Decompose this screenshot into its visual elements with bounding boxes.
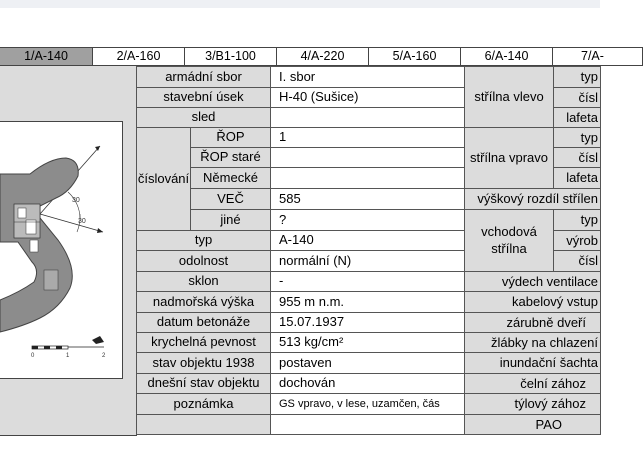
- label-jine: jiné: [190, 209, 271, 231]
- angle-label-2: 30: [78, 218, 86, 225]
- label-strilna-vpravo: střílna vpravo: [464, 127, 554, 189]
- plan-panel: [0, 66, 137, 436]
- value-dnesni-stav: dochován: [270, 373, 465, 394]
- label-poznamka: poznámka: [136, 393, 271, 415]
- top-bar: [0, 0, 600, 8]
- label-rop-stare: ŘOP staré: [190, 147, 271, 168]
- label-nadmorska-vyska: nadmořská výška: [136, 291, 271, 313]
- value-sled: [270, 107, 465, 128]
- label-celni-zahoz: čelní zához: [464, 373, 601, 394]
- label-rop: ŘOP: [190, 127, 271, 148]
- tab-4-a-220[interactable]: 4/A-220: [276, 47, 369, 66]
- tab-5-a-160[interactable]: 5/A-160: [368, 47, 461, 66]
- label-inundacni-sachta: inundační šachta: [464, 352, 601, 374]
- label-odolnost: odolnost: [136, 250, 271, 272]
- label-vydech-ventilace: výdech ventilace: [464, 271, 601, 292]
- door-sub-cislo: čísl: [553, 250, 601, 272]
- label-tylovy-zahoz: týlový zához: [464, 393, 601, 415]
- right-sub-lafeta: lafeta: [553, 167, 601, 189]
- label-sklon: sklon: [136, 271, 271, 292]
- label-stav-1938: stav objektu 1938: [136, 352, 271, 374]
- value-datum-betonaze: 15.07.1937: [270, 312, 465, 333]
- value-odolnost: normální (N): [270, 250, 465, 272]
- svg-text:2: 2: [102, 353, 106, 359]
- left-sub-typ: typ: [553, 66, 601, 88]
- value-armadni-sbor: I. sbor: [270, 66, 465, 88]
- label-vyskovy-rozdil: výškový rozdíl střílen: [464, 188, 601, 210]
- door-sub-vyrob: výrob: [553, 230, 601, 251]
- value-nemecke: [270, 167, 465, 189]
- label-zarubne-dveri: zárubně dveří: [464, 312, 601, 333]
- label-vec: VEČ: [190, 188, 271, 210]
- value-sklon: -: [270, 271, 465, 292]
- value-vec: 585: [270, 188, 465, 210]
- door-sub-typ: typ: [553, 209, 601, 231]
- value-poznamka: GS vpravo, v lese, uzamčen, čás: [270, 393, 465, 415]
- label-pao: PAO: [464, 414, 601, 435]
- label-strilna-vlevo: střílna vlevo: [464, 66, 554, 128]
- label-armadni-sbor: armádní sbor: [136, 66, 271, 88]
- left-sub-lafeta: lafeta: [553, 107, 601, 128]
- bunker-plan-drawing: [0, 122, 122, 378]
- label-kabelovy-vstup: kabelový vstup: [464, 291, 601, 313]
- label-stavebni-usek: stavební úsek: [136, 87, 271, 108]
- label-vchodova-strilna: vchodová střílna: [464, 209, 554, 272]
- value-krychelna-pevnost: 513 kg/cm²: [270, 332, 465, 353]
- right-sub-typ: typ: [553, 127, 601, 148]
- right-sub-cislo: čísl: [553, 147, 601, 168]
- value-stavebni-usek: H-40 (Sušice): [270, 87, 465, 108]
- label-typ: typ: [136, 230, 271, 251]
- svg-text:0: 0: [31, 353, 35, 359]
- label-zlabky: žlábky na chlazení: [464, 332, 601, 353]
- blank-value-last: [270, 414, 465, 435]
- tab-1-a-140[interactable]: 1/A-140: [0, 47, 93, 66]
- svg-text:1: 1: [66, 353, 70, 359]
- value-rop: 1: [270, 127, 465, 148]
- tab-2-a-160[interactable]: 2/A-160: [92, 47, 185, 66]
- value-typ: A-140: [270, 230, 465, 251]
- left-sub-cislo: čísl: [553, 87, 601, 108]
- tab-6-a-140[interactable]: 6/A-140: [460, 47, 553, 66]
- blank-label-last: [136, 414, 271, 435]
- value-jine: ?: [270, 209, 465, 231]
- label-sled: sled: [136, 107, 271, 128]
- tab-3-b1-100[interactable]: 3/B1-100: [184, 47, 277, 66]
- value-stav-1938: postaven: [270, 352, 465, 374]
- bunker-plan-image: [0, 121, 123, 379]
- label-nemecke: Německé: [190, 167, 271, 189]
- label-cislovani: číslování: [136, 127, 191, 231]
- label-datum-betonaze: datum betonáže: [136, 312, 271, 333]
- label-krychelna-pevnost: krychelná pevnost: [136, 332, 271, 353]
- value-nadmorska-vyska: 955 m n.m.: [270, 291, 465, 313]
- tab-7[interactable]: 7/A-: [552, 47, 643, 66]
- angle-label-1: 30: [72, 197, 80, 204]
- label-dnesni-stav: dnešní stav objektu: [136, 373, 271, 394]
- value-rop-stare: [270, 147, 465, 168]
